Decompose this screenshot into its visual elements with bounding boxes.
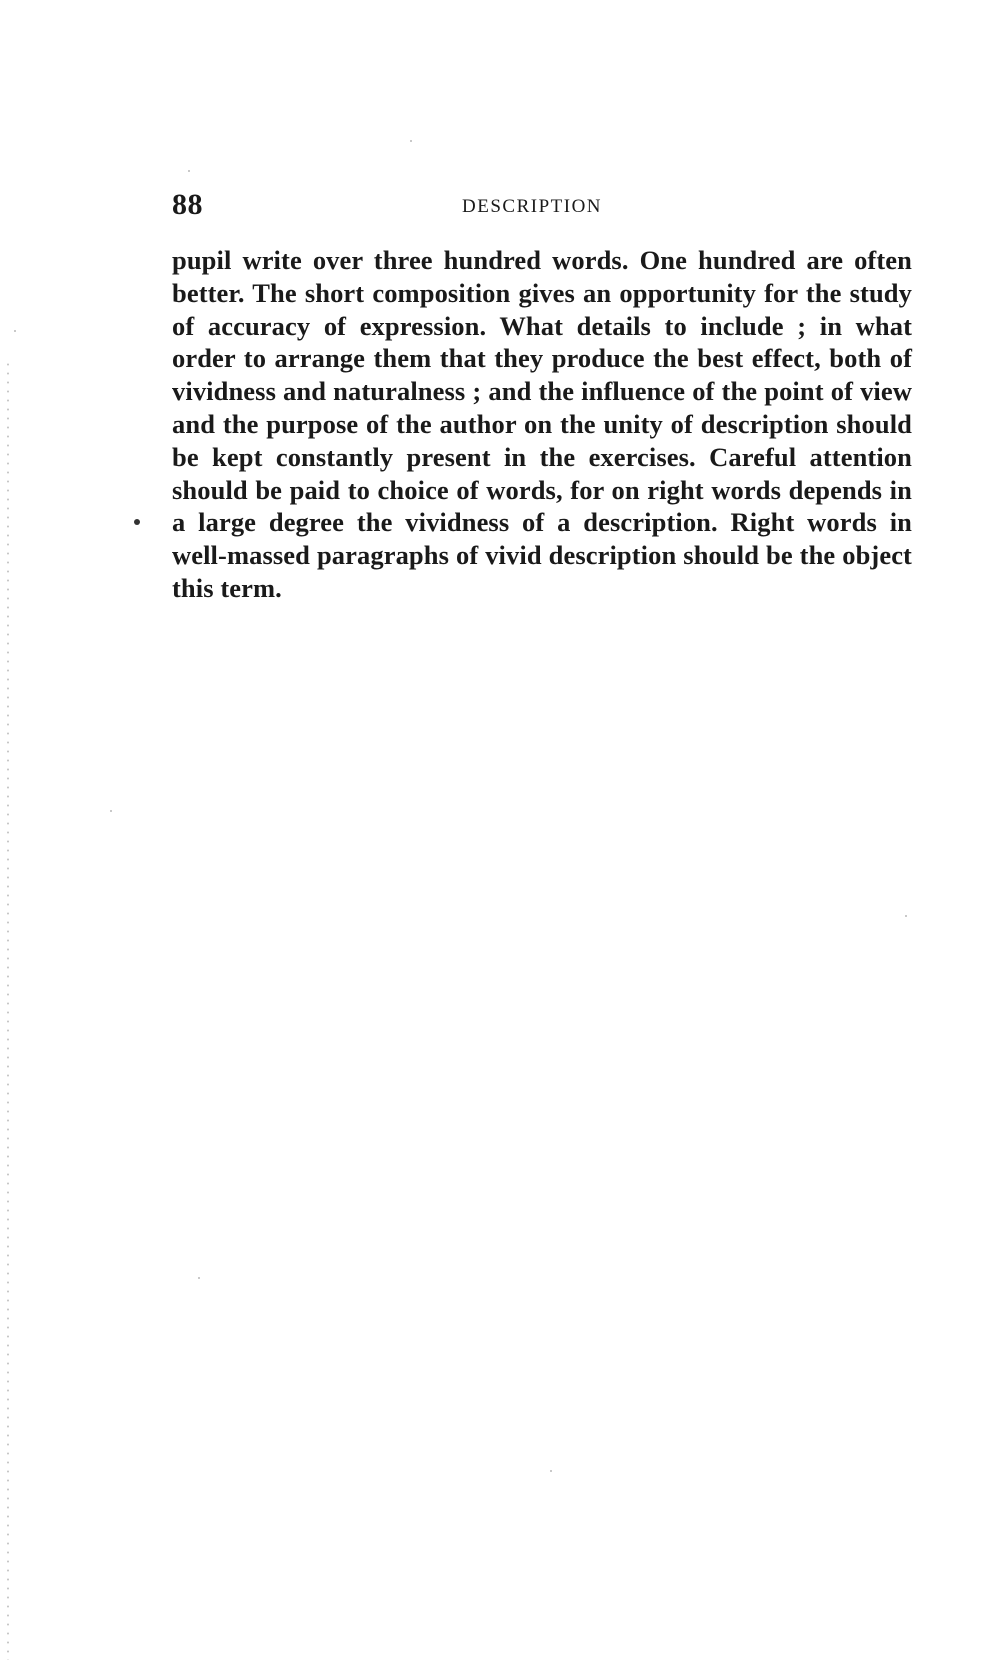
paper-speck	[905, 915, 907, 917]
paper-speck	[410, 140, 412, 142]
page-header	[172, 188, 912, 228]
page-edge-marks	[6, 360, 10, 1660]
paper-speck	[110, 810, 112, 812]
running-head: DESCRIPTION	[462, 196, 603, 217]
paper-speck	[550, 1470, 552, 1472]
paper-speck	[14, 330, 16, 332]
margin-mark	[134, 519, 140, 525]
body-paragraph: pupil write over three hundred words. One hundred are often better. The short composition gives an opportunity for the study of accuracy of expression. What details to include ; in what order to arrange them that they produce the best effect, both of vividness and naturalness ; and the influence of the point of view and the purpose of the author on the unity of description should be kept constantly present in the exercises. Careful attention should be paid to choice of words, for on right words depends in a large degree the vividness of a description. Right words in well-massed paragraphs of vivid description should be the object this term.	[172, 245, 912, 603]
paper-speck	[198, 1277, 200, 1279]
paper-speck	[188, 170, 190, 172]
page-number: 88	[172, 188, 203, 221]
